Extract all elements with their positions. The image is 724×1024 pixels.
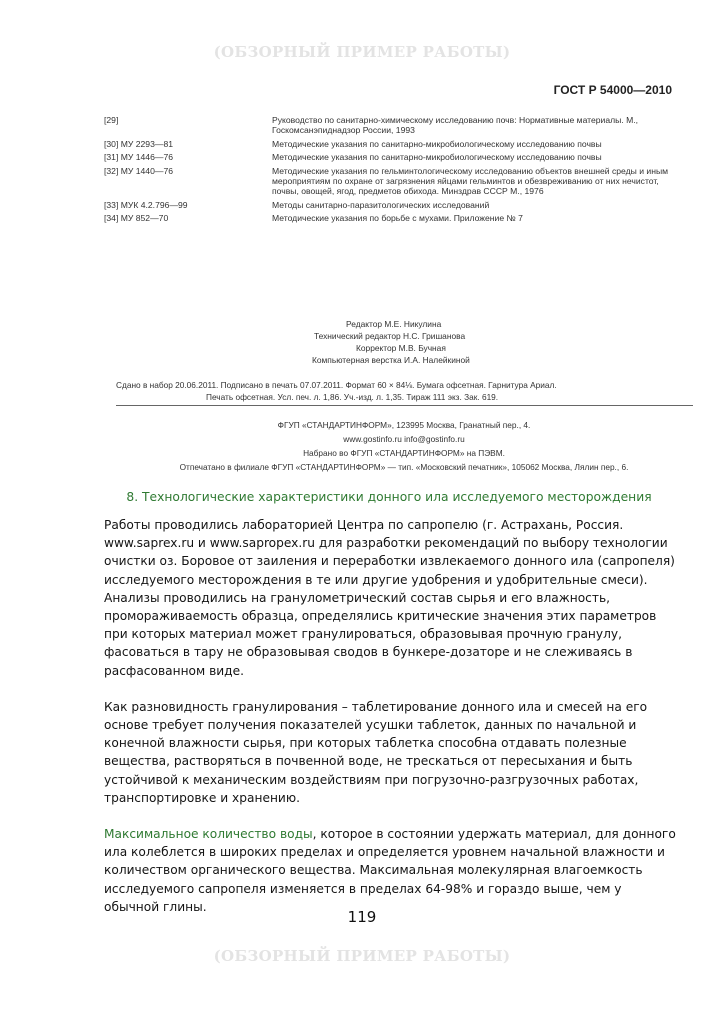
standard-header: ГОСТ Р 54000—2010 <box>553 83 672 97</box>
corrector-credit: Корректор М.В. Бучная <box>356 343 446 353</box>
highlighted-term: Максимальное количество воды <box>104 827 313 842</box>
tech-editor-credit: Технический редактор Н.С. Гришанова <box>314 331 466 341</box>
reference-text: Методические указания по борьбе с мухами. Приложение № 7 <box>272 213 523 224</box>
reference-item <box>104 213 674 223</box>
reference-item <box>104 166 674 197</box>
reference-number: [34] МУ 852—70 <box>104 213 169 224</box>
watermark-bottom: (ОБЗОРНЫЙ ПРИМЕР РАБОТЫ) <box>213 947 511 965</box>
paragraph-text: , которое в состоянии удержать материал, для донного ила колеблется в широких пределах и определяется уровнем начальной влажности и количеством органического вещества. Максимальная молекулярная влагоемкость исследуемого сапропеля изменяется в пределах 64-98% и гораздо выше, чем у обычной глины. <box>104 827 676 914</box>
body-text <box>104 516 678 934</box>
imprint-line: Печать офсетная. Усл. печ. л. 1,86. Уч.-изд. л. 1,35. Тираж 111 экз. Зак. 619. <box>206 392 499 402</box>
imprint-line: Сдано в набор 20.06.2011. Подписано в печать 07.07.2011. Формат 60 × 84⅛. Бумага офсетная. Гарнитура Ариал. <box>116 380 557 390</box>
reference-item <box>104 139 674 149</box>
editorial-credits <box>300 318 560 366</box>
print-imprint <box>116 380 692 402</box>
reference-item <box>104 115 674 136</box>
publisher-info <box>116 418 692 474</box>
publisher-line: Набрано во ФГУП «СТАНДАРТИНФОРМ» на ПЭВМ. <box>303 448 505 458</box>
reference-text: Методические указания по санитарно-микробиологическому исследованию почвы <box>272 138 602 149</box>
paragraph: Как разновидность гранулирования – таблетирование донного ила и смесей на его основе требует получения показателей усушки таблеток, данных по начальной и конечной влажности сырья, при которых таблетка способна отдавать полезные вещества, растворяться в почвенной воде, не трескаться от пересыхания и быть устойчивой к механическим воздействиям при погрузочно-разгрузочных работах, транспортировке и хранению. <box>104 699 648 805</box>
reference-number: [33] МУК 4.2.796—99 <box>104 199 188 210</box>
paragraph <box>104 825 678 916</box>
publisher-line: ФГУП «СТАНДАРТИНФОРМ», 123995 Москва, Гранатный пер., 4. <box>277 420 531 430</box>
reference-text: Методические указания по санитарно-микробиологическому исследованию почвы <box>272 152 602 163</box>
reference-number: [29] <box>104 115 119 125</box>
reference-text: Методические указания по гельминтологическому исследованию объектов внешней среды и иным мероприятиям по охране от загрязнения яйцами гельминтов и обезвреживанию от них нечистот, почвы, овощей, ягод, предметов обихода. Минздрав СССР М., 1976 <box>272 165 669 197</box>
layout-credit: Компьютерная верстка И.А. Налейкиной <box>312 355 470 365</box>
reference-text: Методы санитарно-паразитологических исследований <box>272 199 490 210</box>
reference-text: Руководство по санитарно-химическому исследованию почв: Нормативные материалы. М., Госкомсанэпиднадзор России, 1993 <box>272 115 639 136</box>
reference-number: [30] МУ 2293—81 <box>104 138 173 149</box>
paragraph: Работы проводились лабораторией Центра по сапропелю (г. Астрахань, Россия. www.saprex.ru и www.sapropex.ru для разработки рекомендаций по выбору технологии очистки оз. Боровое от заиления и переработки извлекаемого донного ила (сапропеля) исследуемого месторождения в те или другие удобрения и удобрительные смеси). Анализы проводились на гранулометрический состав сырья и его влажность, промораживаемость образца, определялись критические значения этих параметров при которых материал может гранулироваться, образовывая прочную гранулу, фасоваться в тару не образовывая сводов в бункере-дозаторе и не слеживаясь в расфасованном виде. <box>104 518 675 678</box>
page-number: 119 <box>347 908 377 926</box>
watermark-top: (ОБЗОРНЫЙ ПРИМЕР РАБОТЫ) <box>213 43 511 61</box>
publisher-line: Отпечатано в филиале ФГУП «СТАНДАРТИНФОРМ» — тип. «Московский печатник», 105062 Москва, Лялин пер., 6. <box>179 462 629 472</box>
section-heading: 8. Технологические характеристики донного ила исследуемого месторождения <box>126 490 652 504</box>
divider <box>116 405 693 406</box>
reference-number: [31] МУ 1446—76 <box>104 152 173 163</box>
reference-list <box>104 115 674 227</box>
publisher-line: www.gostinfo.ru info@gostinfo.ru <box>343 434 465 444</box>
reference-item <box>104 152 674 162</box>
reference-number: [32] МУ 1440—76 <box>104 165 173 176</box>
editor-credit: Редактор М.Е. Никулина <box>346 319 442 329</box>
reference-item <box>104 200 674 210</box>
